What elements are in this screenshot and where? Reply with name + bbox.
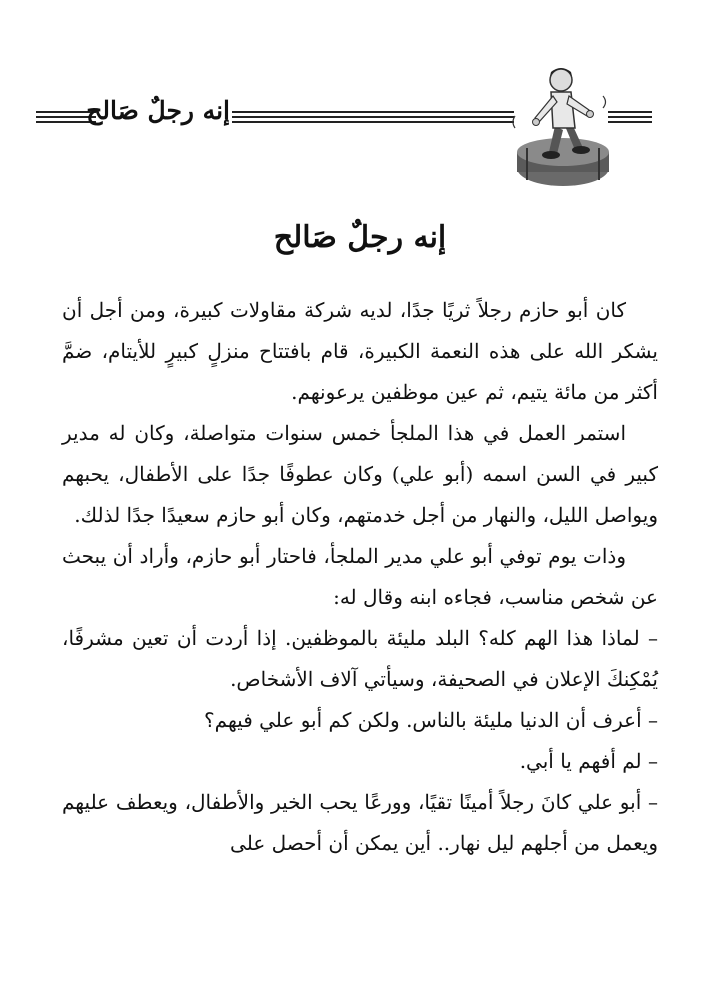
dialogue-line: – لماذا هذا الهم كله؟ البلد مليئة بالموظفين. إذا أردت أن تعين مشرفًا، يُمْكِنكَ الإعلان في الصحيفة، وسيأتي آلاف الأشخاص. [62,626,658,691]
paragraph: استمر العمل في هذا الملجأ خمس سنوات متواصلة، وكان له مدير كبير في السن اسمه (أبو علي) وكان عطوفًا جدًا على الأطفال، يحبهم ويواصل الليل، والنهار من أجل خدمتهم، وكان أبو حازم سعيدًا جدًا لذلك. [62,421,658,527]
dialogue-line: – أعرف أن الدنيا مليئة بالناس. ولكن كم أبو علي فيهم؟ [204,708,658,732]
dialogue-line: – لم أفهم يا أبي. [519,749,658,773]
story-title: إنه رجلٌ صَالح [273,220,447,255]
header-rule-right [608,111,652,123]
man-on-barrel-illustration [505,56,615,196]
dialogue-line: – أبو علي كانَ رجلاً أمينًا تقيًا، وورعًا يحب الخير والأطفال، ويعطف عليهم ويعمل من أجلهم ليل نهار.. أين يمكن أن أحصل على [62,790,658,855]
header-rule-middle [232,111,514,123]
paragraph: كان أبو حازم رجلاً ثريًا جدًا، لديه شركة مقاولات كبيرة، ومن أجل أن يشكر الله على هذه النعمة الكبيرة، قام بافتتاح منزلٍ كبيرٍ للأيتام، ضمَّ أكثر من مائة يتيم، ثم عين موظفين يرعونهم. [62,298,658,404]
paragraph: وذات يوم توفي أبو علي مدير الملجأ، فاحتار أبو حازم، وأراد أن يبحث عن شخص مناسب، فجاءه ابنه وقال له: [62,544,658,609]
header-title: إنه رجلٌ صَالح [86,96,230,125]
story-text [62,290,658,864]
